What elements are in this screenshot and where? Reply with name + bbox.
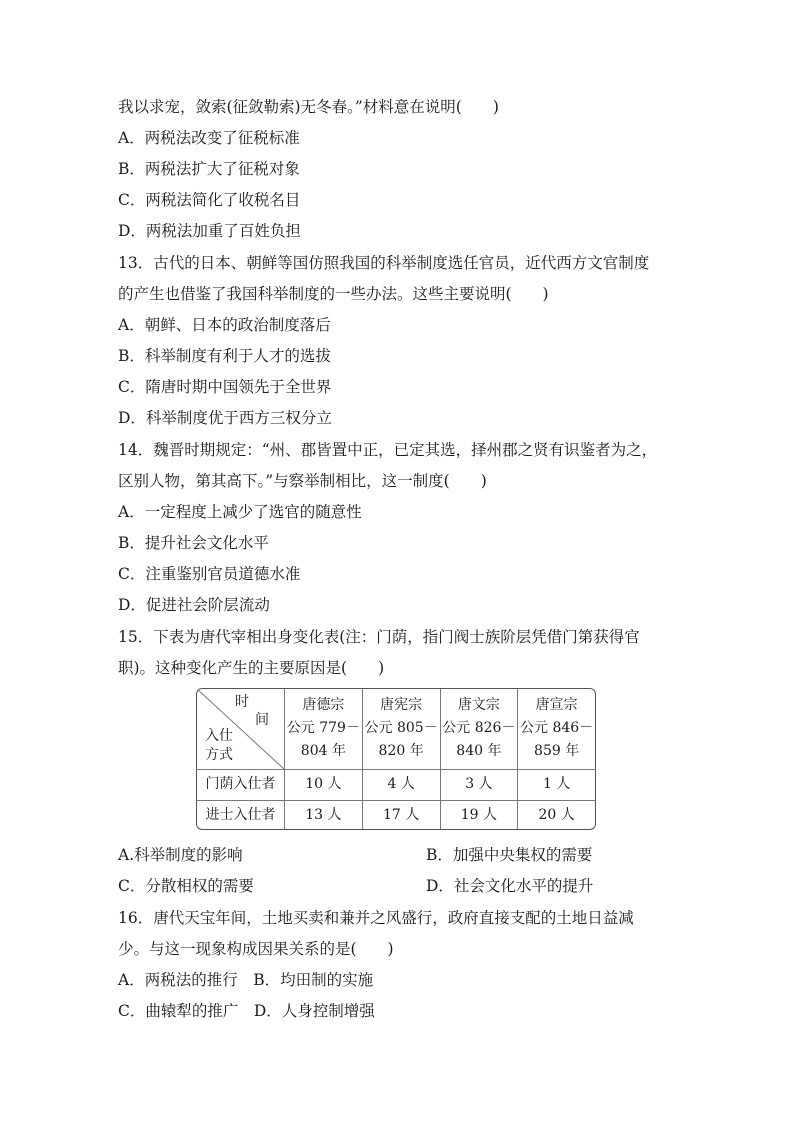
question-13-line: 的产生也借鉴了我国科举制度的一些办法。这些主要说明( ) [118,285,549,303]
table-column-header: 唐德宗 公元 779－ 804 年 [285,689,363,769]
corner-label-method-2: 方式 [205,747,233,763]
table-row [197,800,595,830]
option-line-ab: A．两税法的推行 B．均田制的实施 [118,971,374,989]
table-cell: 20 人 [518,800,595,830]
corner-label-time-2: 间 [255,712,269,728]
option-line: C．隋唐时期中国领先于全世界 [118,378,332,396]
option-b: B．加强中央集权的需要 [426,846,593,864]
prime-minister-origin-table [196,688,596,830]
option-line: C．两税法简化了收税名目 [118,191,301,209]
table-cell: 17 人 [362,800,440,830]
option-line: B．两税法扩大了征税对象 [118,160,300,178]
option-line: A．两税法改变了征税标准 [118,129,300,147]
option-line: B．提升社会文化水平 [118,534,269,552]
question-16-line: 16．唐代天宝年间，土地买卖和兼并之风盛行，政府直接支配的土地日益减 [118,909,634,927]
table-corner-cell [197,689,285,769]
data-table [197,689,595,830]
question-14-line: 区别人物，第其高下。”与察举制相比，这一制度( ) [118,472,487,490]
table-cell: 10 人 [285,769,363,800]
question-14-line: 14．魏晋时期规定：“州、郡皆置中正，已定其选，择州郡之贤有识鉴者为之， [118,441,658,459]
option-line: A．一定程度上减少了选官的随意性 [118,503,362,521]
option-d: D．社会文化水平的提升 [426,877,594,895]
option-line-cd: C．曲辕犁的推广 D．人身控制增强 [118,1002,375,1020]
table-row-label: 进士入仕者 [197,800,285,830]
table-column-header: 唐宣宗 公元 846－ 859 年 [518,689,595,769]
corner-label-method: 入仕 [205,728,233,744]
table-cell: 3 人 [440,769,518,800]
option-a: A.科举制度的影响 [118,846,243,864]
option-line: D．两税法加重了百姓负担 [118,222,301,240]
corner-label-time: 时 [235,694,249,710]
option-line: D．促进社会阶层流动 [118,596,270,614]
option-line: B．科举制度有利于人才的选拔 [118,347,331,365]
text-line: 我以求宠，敛索(征敛勒索)无冬春。”材料意在说明( ) [118,98,499,116]
question-13-line: 13．古代的日本、朝鲜等国仿照我国的科举制度选任官员，近代西方文官制度 [118,254,650,272]
table-row [197,769,595,800]
question-15-line: 职)。这种变化产生的主要原因是( ) [118,659,385,677]
table-column-header: 唐宪宗 公元 805－ 820 年 [362,689,440,769]
table-header-row [197,689,595,769]
table-cell: 19 人 [440,800,518,830]
option-line: D．科举制度优于西方三权分立 [118,409,332,427]
option-line: A．朝鲜、日本的政治制度落后 [118,316,331,334]
option-c: C．分散相权的需要 [118,877,254,895]
table-cell: 13 人 [285,800,363,830]
table-row-label: 门荫入仕者 [197,769,285,800]
question-16-line: 少。与这一现象构成因果关系的是( ) [118,940,394,958]
table-column-header: 唐文宗 公元 826－ 840 年 [440,689,518,769]
table-cell: 1 人 [518,769,595,800]
table-cell: 4 人 [362,769,440,800]
question-15-line: 15．下表为唐代宰相出身变化表(注：门荫，指门阀士族阶层凭借门第获得官 [118,628,640,646]
option-line: C．注重鉴别官员道德水准 [118,565,301,583]
